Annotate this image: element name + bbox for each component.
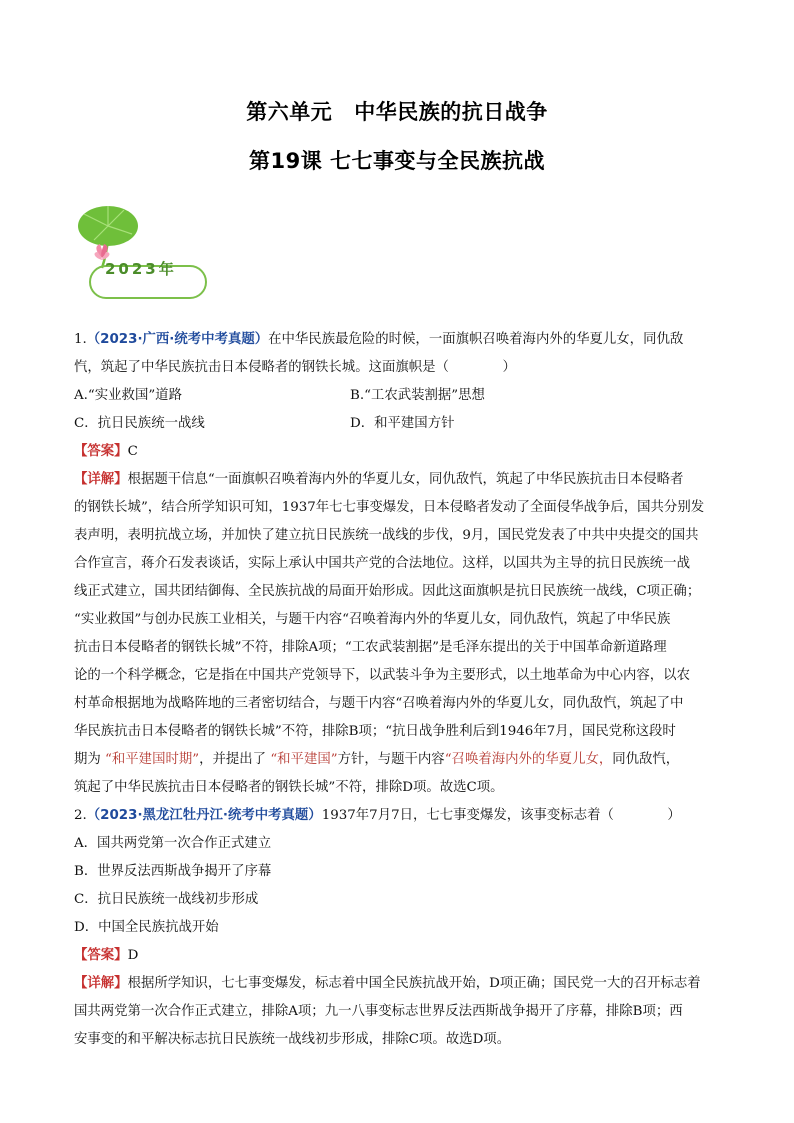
q1-stem-line1: 1.（2023·广西·统考中考真题）在中华民族最危险的时候，一面旗帜召唤着海内外的华夏儿女，同仇敌 <box>74 332 684 347</box>
q1-detail-line1: 【详解】根据题干信息“一面旗帜召唤着海内外的华夏儿女，同仇敌忾，筑起了中华民族抗击日本侵略者 <box>74 472 684 487</box>
q1-detail-line11: 期为 “和平建国时期”，并提出了 “和平建国”方针，与题干内容“召唤着海内外的华夏儿女，同仇敌忾， <box>74 752 680 767</box>
q1-detail-line10: 华民族抗击日本侵略者的钢铁长城”不符，排除B项；“抗日战争胜利后到1946年7月，国民党称这段时 <box>74 724 676 739</box>
q1-detail-line5: 线正式建立，国共团结御侮、全民族抗战的局面开始形成。因此这面旗帜是抗日民族统一战线，C项正确； <box>74 584 701 599</box>
q1-source: （2023·广西·统考中考真题） <box>86 332 269 347</box>
lesson-title: 第19课 七七事变与全民族抗战 <box>248 149 546 173</box>
q1-detail-line8: 论的一个科学概念，它是指在中国共产党领导下，以武装斗争为主要形式，以土地革命为中心内容，以农 <box>74 668 690 683</box>
lotus-leaf-icon <box>72 196 212 311</box>
unit-name: 中华民族的抗日战争 <box>354 100 548 124</box>
q1-stem-line2: 忾，筑起了中华民族抗击日本侵略者的钢铁长城。这面旗帜是（ ） <box>74 360 516 375</box>
year-badge-label: 2023年 <box>105 260 177 278</box>
question-content <box>74 326 734 1054</box>
q2-option-b[interactable]: B．世界反法西斯战争揭开了序幕 <box>74 864 272 879</box>
q2-option-a[interactable]: A．国共两党第一次合作正式建立 <box>74 836 272 851</box>
q1-option-a[interactable]: A.“实业救国”道路 <box>74 388 182 403</box>
q1-detail-line12: 筑起了中华民族抗击日本侵略者的钢铁长城”不符，排除D项。故选C项。 <box>74 780 504 795</box>
q1-options-row1 <box>74 382 734 410</box>
q1-detail-line9: 村革命根据地为战略阵地的三者密切结合，与题干内容“召唤着海内外的华夏儿女，同仇敌忾，筑起了中 <box>74 696 684 711</box>
q2-detail-line2: 国共两党第一次合作正式建立，排除A项；九一八事变标志世界反法西斯战争揭开了序幕，排除B项；西 <box>74 1004 683 1019</box>
q2-detail-line3: 安事变的和平解决标志抗日民族统一战线初步形成，排除C项。故选D项。 <box>74 1032 511 1047</box>
q1-detail-line7: 抗击日本侵略者的钢铁长城”不符，排除A项；“工农武装割据”是毛泽东提出的关于中国革命新道路理 <box>74 640 667 655</box>
q1-detail-line3: 表声明，表明抗战立场，并加快了建立抗日民族统一战线的步伐，9月，国民党发表了中共中央提交的国共 <box>74 528 699 543</box>
q1-options-row2 <box>74 410 734 438</box>
unit-number: 第六单元 <box>246 100 333 124</box>
q2-option-d[interactable]: D．中国全民族抗战开始 <box>74 920 219 935</box>
q1-option-c[interactable]: C．抗日民族统一战线 <box>74 416 205 431</box>
q1-option-b[interactable]: B.“工农武装割据”思想 <box>350 388 485 403</box>
q2-stem: 2.（2023·黑龙江牡丹江·统考中考真题）1937年7月7日，七七事变爆发，该事变标志着（ ） <box>74 808 681 823</box>
q1-detail-line4: 合作宣言，蒋介石发表谈话，实际上承认中国共产党的合法地位。这样，以国共为主导的抗日民族统一战 <box>74 556 690 571</box>
q2-option-c[interactable]: C．抗日民族统一战线初步形成 <box>74 892 259 907</box>
q1-detail-line6: “实业救国”与创办民族工业相关，与题干内容“召唤着海内外的华夏儿女，同仇敌忾，筑起了中华民族 <box>74 612 671 627</box>
unit-title <box>0 96 794 126</box>
q1-option-d[interactable]: D．和平建国方针 <box>350 416 455 431</box>
q1-detail-line2: 的钢铁长城”，结合所学知识可知，1937年七七事变爆发，日本侵略者发动了全面侵华战争后，国共分别发 <box>74 500 705 515</box>
q2-detail-line1: 【详解】根据所学知识，七七事变爆发，标志着中国全民族抗战开始，D项正确；国民党一大的召开标志着 <box>74 976 701 991</box>
q1-answer: 【答案】C <box>74 444 138 459</box>
q2-answer: 【答案】D <box>74 948 139 963</box>
q2-source: （2023·黑龙江牡丹江·统考中考真题） <box>86 808 322 823</box>
